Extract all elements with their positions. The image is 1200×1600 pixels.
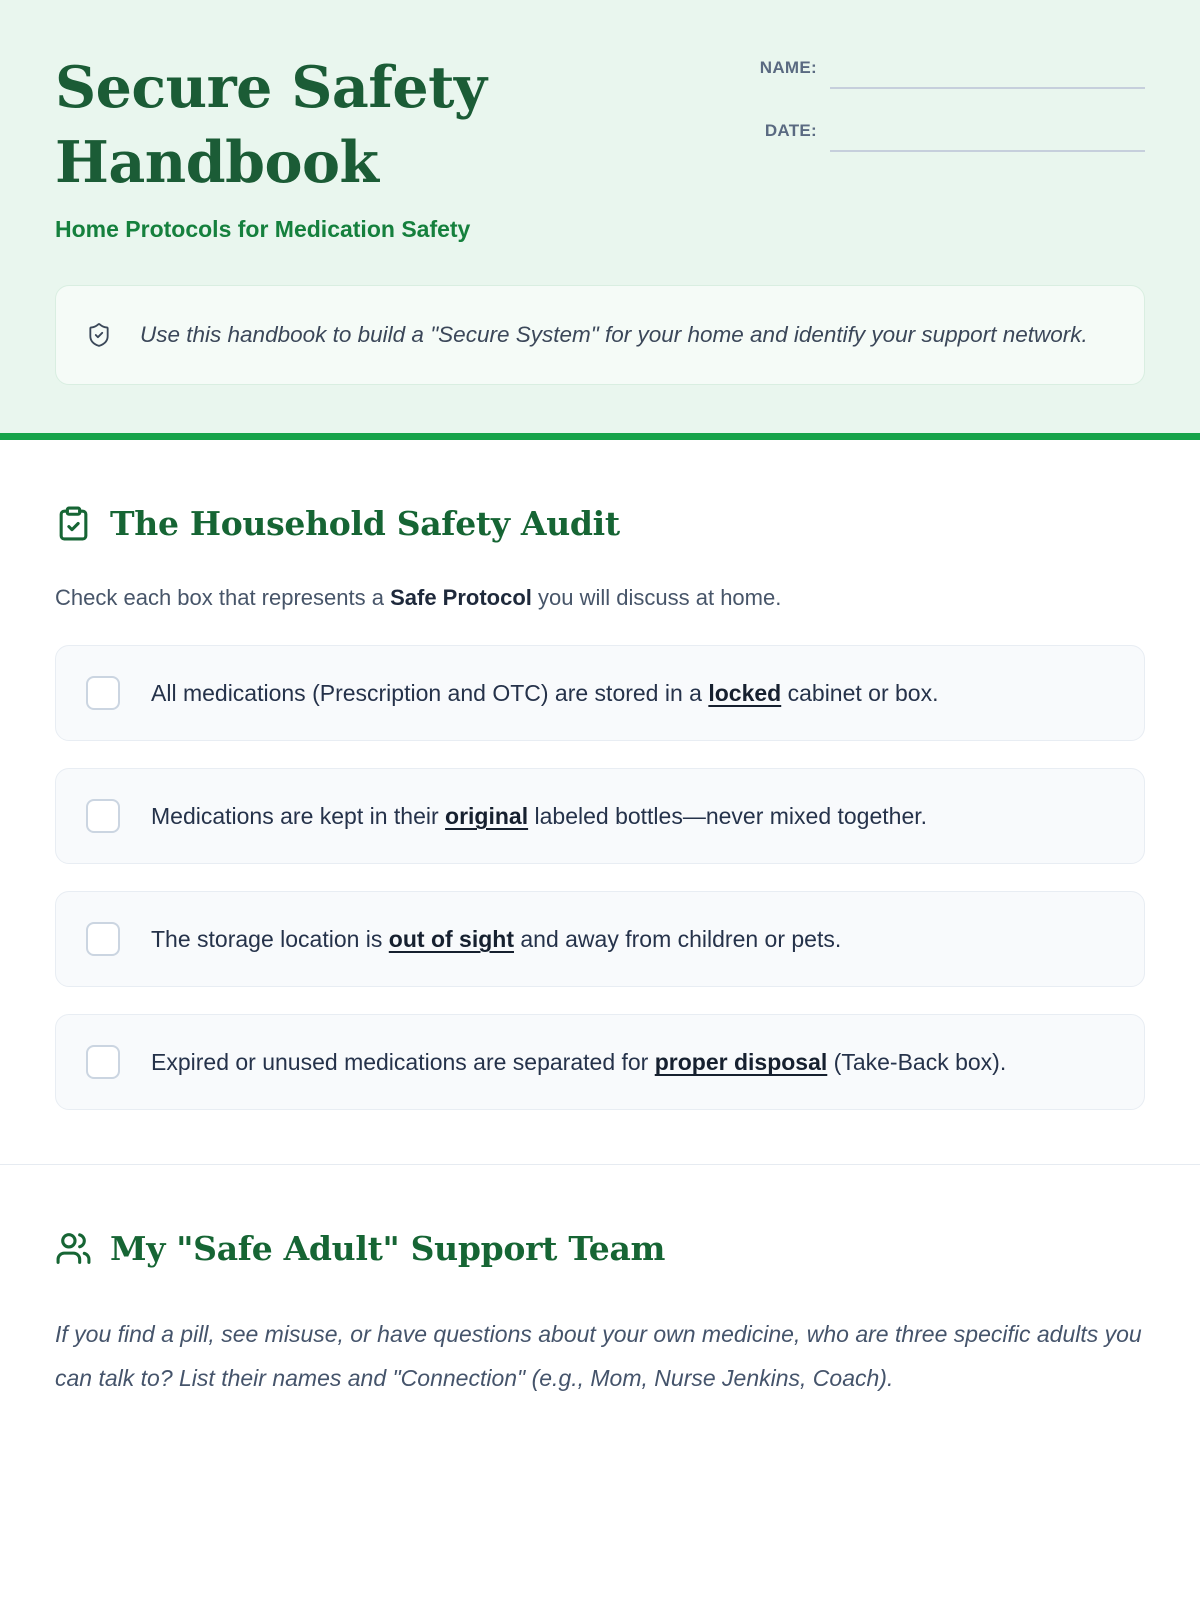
date-label: DATE: bbox=[764, 121, 817, 140]
date-input-line[interactable] bbox=[830, 119, 1145, 152]
name-field-row bbox=[733, 56, 1145, 89]
protocol-checkbox[interactable] bbox=[86, 1045, 120, 1079]
checklist-item bbox=[55, 891, 1145, 987]
section-divider bbox=[0, 1164, 1200, 1165]
page-header bbox=[0, 0, 1200, 433]
users-icon bbox=[55, 1230, 92, 1267]
protocol-checkbox[interactable] bbox=[86, 676, 120, 710]
shield-check-icon bbox=[86, 322, 112, 348]
audit-section-title: The Household Safety Audit bbox=[110, 504, 620, 544]
page-title: Secure Safety Handbook bbox=[55, 54, 487, 197]
name-date-fields bbox=[733, 50, 1145, 152]
checklist-item-text: The storage location is out of sight and away from children or pets. bbox=[151, 926, 842, 953]
safe-adult-support-section bbox=[0, 1229, 1200, 1400]
emphasized-term: original bbox=[445, 803, 529, 830]
title-block bbox=[55, 50, 575, 243]
page-body bbox=[0, 504, 1200, 1400]
support-section-heading bbox=[55, 1229, 1145, 1268]
support-description: If you find a pill, see misuse, or have questions about your own medicine, who are three specific adults you can talk to? List their names and "Connection" (e.g., Mom, Nurse Jenkins, Coach). bbox=[55, 1321, 1142, 1392]
audit-intro-bold: Safe Protocol bbox=[390, 585, 532, 611]
name-label: NAME: bbox=[759, 58, 817, 77]
checklist-item-text: Expired or unused medications are separated for proper disposal (Take-Back box). bbox=[151, 1049, 1007, 1076]
checklist-item bbox=[55, 645, 1145, 741]
callout-text: Use this handbook to build a "Secure System" for your home and identify your support network. bbox=[140, 322, 1088, 348]
checklist-item-text: Medications are kept in their original labeled bottles—never mixed together. bbox=[151, 803, 928, 830]
name-input-line[interactable] bbox=[830, 56, 1145, 89]
protocol-checklist bbox=[55, 645, 1145, 1110]
audit-section-heading bbox=[55, 504, 1145, 543]
emphasized-term: proper disposal bbox=[654, 1049, 828, 1076]
page-subtitle: Home Protocols for Medication Safety bbox=[55, 216, 471, 243]
checklist-item bbox=[55, 1014, 1145, 1110]
protocol-checkbox[interactable] bbox=[86, 799, 120, 833]
emphasized-term: out of sight bbox=[388, 926, 514, 953]
checklist-item-text: All medications (Prescription and OTC) are stored in a locked cabinet or box. bbox=[151, 680, 939, 707]
clipboard-check-icon bbox=[55, 505, 92, 542]
support-section-title: My "Safe Adult" Support Team bbox=[110, 1229, 666, 1269]
date-field-row bbox=[733, 119, 1145, 152]
emphasized-term: locked bbox=[708, 680, 782, 707]
household-safety-audit-section bbox=[0, 504, 1200, 1110]
audit-intro-text: Check each box that represents a Safe Protocol you will discuss at home. bbox=[55, 585, 782, 611]
accent-divider-bar bbox=[0, 433, 1200, 440]
checklist-item bbox=[55, 768, 1145, 864]
intro-callout bbox=[55, 285, 1145, 385]
protocol-checkbox[interactable] bbox=[86, 922, 120, 956]
